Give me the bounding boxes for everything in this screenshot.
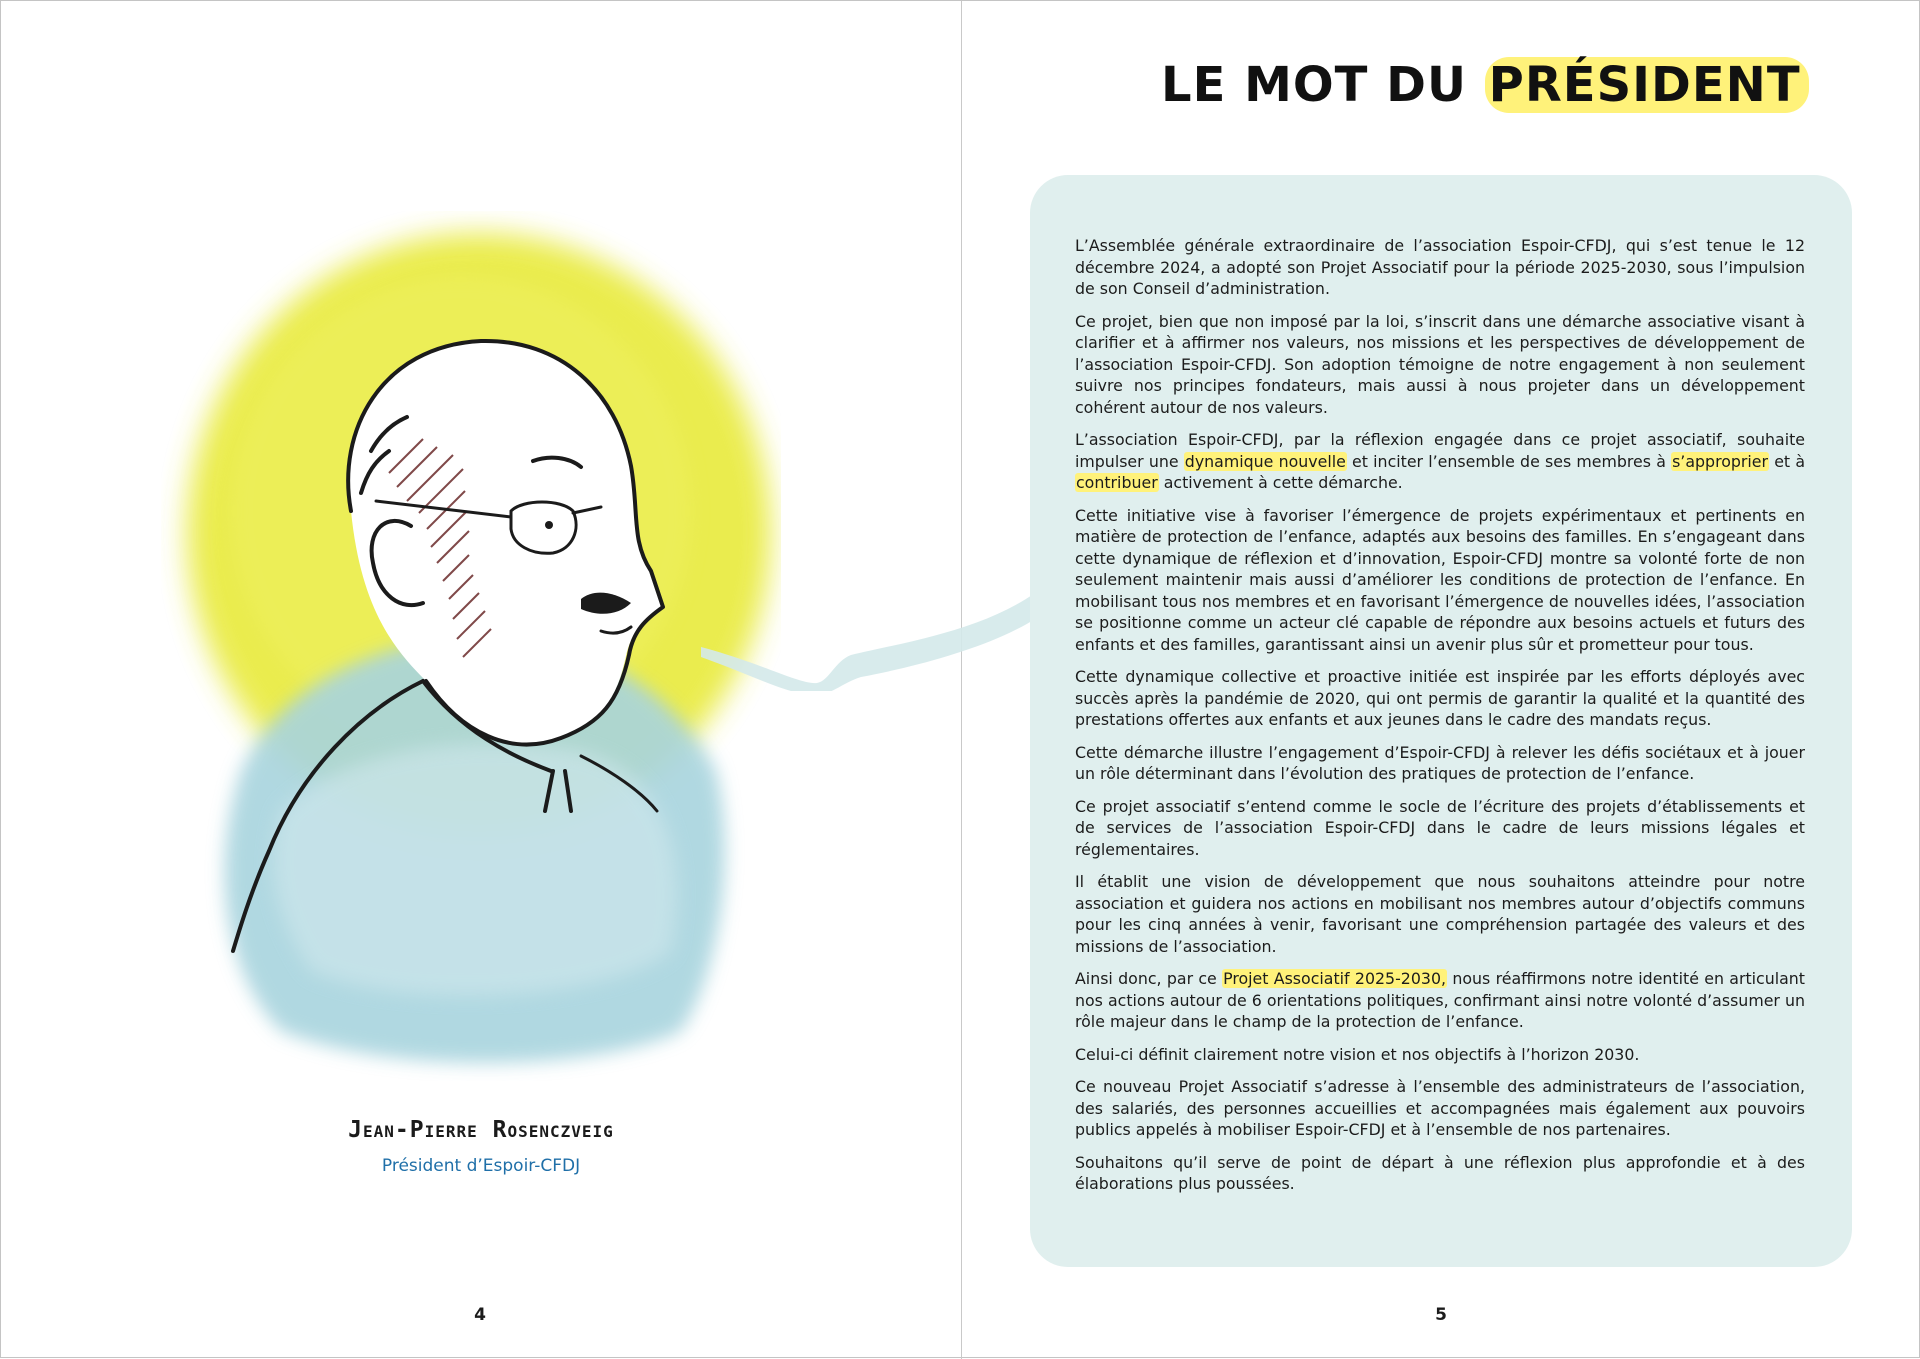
paragraph-text: L’association Espoir-CFDJ, par la réflexion engagée dans ce projet associatif, souhaite impulser une (1075, 430, 1805, 471)
message-paragraph: Ce nouveau Projet Associatif s’adresse à l’ensemble des administrateurs de l’association, des salariés, des personnes accueillies et accompagnées mais également aux pouvoirs publics appelés à mobiliser Espoir-CFDJ et à l’ensemble de nos partenaires. (1075, 1077, 1805, 1139)
message-paragraph: Ce projet associatif s’entend comme le socle de l’écriture des projets d’établissements et de services de l’association Espoir-CFDJ dans le cadre de leurs missions légales et réglementaires. (1075, 796, 1805, 859)
page-title (1161, 57, 1801, 113)
page-number-right: 5 (1435, 1305, 1447, 1325)
message-paragraph: L’Assemblée générale extraordinaire de l’association Espoir-CFDJ, qui s’est tenue le 12 décembre 2024, a adopté son Projet Associatif pour la période 2025-2030, sous l’impulsion de son Conseil d’administration. (1075, 236, 1805, 298)
paragraph-text: et inciter l’ensemble de ses membres à (1346, 451, 1672, 471)
speech-bubble-tail (701, 571, 1041, 691)
highlighted-text: dynamique nouvelle (1184, 451, 1346, 471)
page-title-main: LE MOT DU (1161, 57, 1467, 113)
page-number-left: 4 (474, 1305, 486, 1325)
president-message-box (1030, 175, 1852, 1267)
page-title-accent: PRÉSIDENT (1485, 57, 1809, 113)
message-paragraph: Celui-ci définit clairement notre vision et nos objectifs à l’horizon 2030. (1075, 1044, 1640, 1064)
president-name: Jean-Pierre Rosenczveig (348, 1117, 614, 1143)
message-paragraph: Il établit une vision de développement que nous souhaitons atteindre pour notre association et guidera nos actions en mobilisant nos membres autour d’objectifs communs pour les cinq années à venir, favorisant une compréhension partagée des valeurs et des missions de l’association. (1075, 872, 1805, 956)
message-paragraph: Cette démarche illustre l’engagement d’Espoir-CFDJ à relever les défis sociétaux et à jouer un rôle déterminant dans l’évolution des pratiques de protection de l’enfance. (1075, 742, 1805, 783)
highlighted-text: contribuer (1076, 473, 1158, 492)
message-paragraph: Souhaitons qu’il serve de point de départ à une réflexion plus approfondie et à des élaborations plus poussées. (1075, 1152, 1805, 1193)
message-paragraph: Cette dynamique collective et proactive initiée est inspirée par les efforts déployés avec succès après la pandémie de 2020, qui ont permis de garantir la qualité et la quantité des prestations offertes aux enfants et aux jeunes dans le cadre des mandats reçus. (1075, 667, 1805, 729)
message-paragraph (1075, 429, 1805, 494)
president-role: Président d’Espoir-CFDJ (381, 1156, 581, 1176)
highlighted-text: s’approprier (1672, 451, 1769, 471)
message-text (1075, 235, 1805, 1206)
paragraph-text: Ainsi donc, par ce (1075, 969, 1223, 988)
paragraph-text: et à (1769, 451, 1806, 471)
message-paragraph (1075, 968, 1805, 1033)
message-paragraph: Cette initiative vise à favoriser l’émergence de projets expérimentaux et pertinents en matière de protection de l’enfance, adaptés aux besoins des familles. En s’engageant dans cette dynamique de réflexion et d’innovation, Espoir-CFDJ montre sa volonté forte de non seulement maintenir mais aussi d’améliorer les conditions de protection de l’enfance. En mobilisant tous nos membres et en favorisant l’émergence de nouvelles idées, l’association se positionne comme un acteur clé capable de répondre aux besoins actuels et futurs des enfants et des familles, garantissant ainsi un avenir plus sûr et prometteur pour tous. (1075, 505, 1805, 654)
message-paragraph: Ce projet, bien que non imposé par la loi, s’inscrit dans une démarche associative visant à clarifier et à affirmer nos valeurs, nos missions et les perspectives de développement de l’association Espoir-CFDJ. Son adoption témoigne de notre engagement à non seulement suivre nos principes fondateurs, mais aussi à nous projeter dans un développement cohérent autour de nos valeurs. (1075, 311, 1805, 417)
paragraph-text: activement à cette démarche. (1158, 473, 1403, 492)
president-portrait-illustration (161, 211, 781, 1081)
highlighted-text: Projet Associatif 2025-2030, (1223, 969, 1447, 988)
paragraph-text: nous réaffirmons notre identité en articulant nos actions autour de 6 orientations politiques, confirmant ainsi notre volonté d’assumer un rôle majeur dans le champ de la protection de l’enfance. (1075, 969, 1805, 1031)
